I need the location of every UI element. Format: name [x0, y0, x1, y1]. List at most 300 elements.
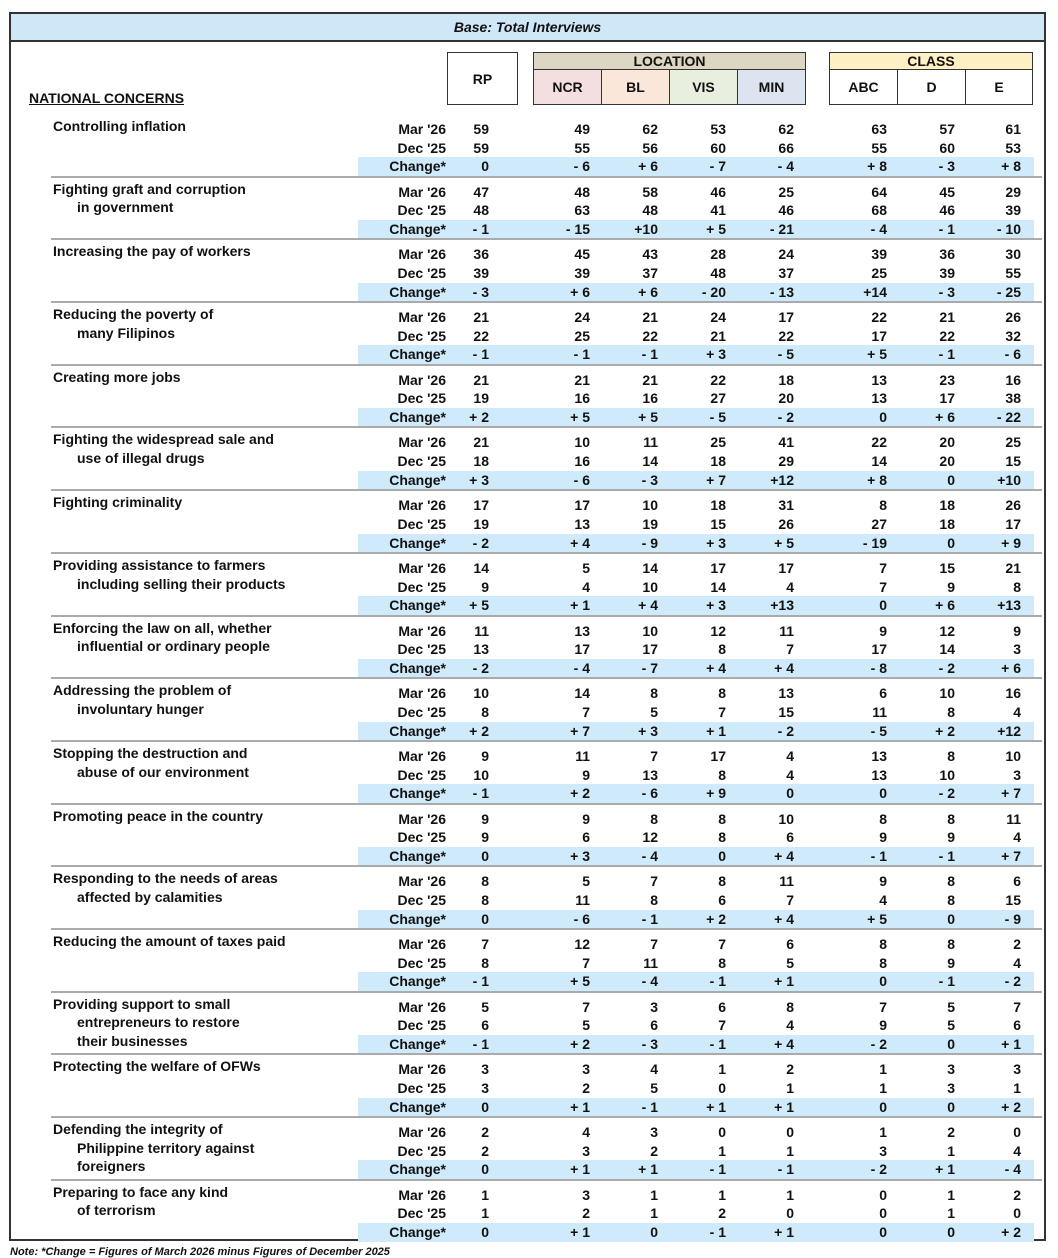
value-rp: 7	[481, 935, 489, 952]
value-min: - 5	[777, 346, 794, 363]
concern-label-line: Providing assistance to farmers	[53, 556, 266, 573]
location-group-header: LOCATION	[533, 52, 806, 70]
value-d: 0	[947, 1224, 955, 1241]
value-abc: + 8	[867, 471, 887, 488]
value-ncr: 16	[574, 453, 590, 470]
value-ncr: + 1	[570, 1098, 590, 1115]
period-label: Mar '26	[398, 873, 446, 890]
concern-label-line: Providing support to small	[53, 995, 231, 1012]
value-e: 17	[1005, 515, 1021, 532]
column-header-d: D	[897, 69, 966, 105]
period-label: Change*	[389, 221, 446, 238]
period-label: Dec '25	[397, 390, 446, 407]
value-vis: 21	[710, 327, 726, 344]
value-e: - 10	[996, 221, 1021, 238]
value-d: 5	[947, 1017, 955, 1034]
row-mar	[11, 371, 1044, 390]
value-ncr: 13	[574, 515, 590, 532]
value-rp: 2	[481, 1124, 489, 1140]
row-dec	[11, 766, 1044, 785]
value-d: - 2	[938, 659, 955, 676]
concern-label-line: Defending the integrity of	[53, 1121, 223, 1137]
value-d: - 2	[938, 785, 955, 802]
row-dec	[11, 201, 1044, 220]
row-dec	[11, 515, 1044, 534]
value-ncr: 63	[574, 202, 590, 219]
value-vis: 14	[710, 578, 726, 595]
period-label: Dec '25	[397, 703, 446, 720]
value-vis: 8	[718, 873, 726, 890]
value-d: - 1	[938, 221, 955, 238]
value-vis: 6	[718, 891, 726, 908]
value-e: 3	[1013, 641, 1021, 658]
value-rp: - 3	[472, 283, 489, 300]
value-vis: + 5	[706, 221, 726, 238]
period-label: Mar '26	[398, 183, 446, 200]
value-min: 62	[778, 121, 794, 137]
value-d: 15	[939, 559, 955, 576]
value-rp: + 2	[469, 409, 489, 426]
value-d: 36	[939, 246, 955, 263]
value-d: 3	[947, 1080, 955, 1096]
value-bl: 11	[643, 954, 658, 971]
row-mar	[11, 684, 1044, 703]
value-e: 61	[1005, 121, 1021, 137]
row-mar	[11, 747, 1044, 766]
value-d: 1	[947, 1205, 955, 1222]
value-e: 4	[1013, 954, 1021, 971]
value-e: 38	[1005, 390, 1021, 407]
value-min: +13	[770, 597, 794, 614]
concern-label-line: Philippine territory against	[77, 1139, 255, 1156]
period-label: Mar '26	[398, 246, 446, 263]
value-abc: 14	[871, 453, 887, 470]
value-vis: - 5	[709, 409, 726, 426]
value-e: 0	[1013, 1205, 1021, 1222]
row-change	[358, 722, 1034, 741]
value-min: - 21	[769, 221, 794, 238]
value-bl: 19	[642, 515, 658, 532]
value-ncr: + 1	[570, 597, 590, 614]
value-bl: + 4	[638, 597, 658, 614]
value-d: 18	[939, 515, 955, 532]
concerns-table-body	[11, 115, 1044, 1243]
value-abc: - 8	[870, 659, 887, 676]
value-abc: - 2	[870, 1161, 887, 1178]
value-vis: 0	[718, 1080, 726, 1096]
value-rp: 3	[481, 1061, 489, 1078]
value-vis: 18	[710, 453, 726, 470]
value-rp: 2	[481, 1142, 489, 1159]
row-change	[358, 1160, 1034, 1179]
value-rp: 0	[481, 910, 489, 927]
value-ncr: 21	[574, 371, 590, 388]
value-e: 53	[1005, 139, 1021, 156]
period-label: Mar '26	[398, 1061, 446, 1078]
value-min: 22	[778, 327, 794, 344]
value-vis: + 2	[706, 910, 726, 927]
value-d: 9	[947, 954, 955, 971]
value-rp: 59	[473, 139, 489, 156]
value-min: + 1	[774, 1098, 794, 1115]
row-change	[358, 471, 1034, 490]
value-min: 20	[778, 390, 794, 407]
period-label: Mar '26	[398, 371, 446, 388]
value-ncr: 5	[582, 873, 590, 890]
value-ncr: 9	[582, 810, 590, 827]
value-min: 26	[778, 515, 794, 532]
value-rp: 48	[473, 202, 489, 219]
row-mar	[11, 810, 1044, 829]
value-e: 6	[1013, 1017, 1021, 1034]
value-d: 18	[939, 497, 955, 514]
value-rp: 13	[473, 641, 489, 658]
value-ncr: + 6	[570, 283, 590, 300]
value-d: 5	[947, 998, 955, 1015]
value-ncr: 48	[574, 183, 590, 200]
row-dec	[11, 452, 1044, 471]
value-e: + 2	[1001, 1224, 1021, 1241]
concern-block	[11, 178, 1044, 241]
concern-label-line: many Filipinos	[77, 324, 176, 341]
concern-label-line: Responding to the needs of areas	[53, 870, 278, 887]
value-vis: - 1	[709, 1036, 726, 1053]
value-d: 20	[939, 434, 955, 451]
value-ncr: 24	[574, 309, 590, 326]
value-e: + 7	[1001, 847, 1021, 864]
value-bl: 4	[650, 1061, 658, 1078]
row-mar	[11, 998, 1044, 1017]
value-d: + 6	[935, 409, 955, 426]
value-rp: 3	[481, 1080, 489, 1096]
value-vis: 27	[710, 390, 726, 407]
base-label: Base: Total Interviews	[11, 14, 1044, 42]
value-ncr: 7	[582, 998, 590, 1015]
value-abc: 13	[871, 371, 887, 388]
value-e: + 2	[1001, 1098, 1021, 1115]
value-bl: + 3	[638, 722, 658, 739]
value-vis: 46	[710, 183, 726, 200]
value-e: +13	[997, 597, 1021, 614]
value-abc: 9	[879, 873, 887, 890]
row-change	[358, 910, 1034, 929]
value-abc: 4	[879, 891, 887, 908]
value-bl: 6	[650, 1017, 658, 1034]
value-vis: 41	[710, 202, 726, 219]
value-ncr: + 2	[570, 1036, 590, 1053]
period-label: Dec '25	[397, 515, 446, 532]
concern-block	[11, 115, 1044, 178]
row-change	[358, 1223, 1034, 1242]
value-min: 0	[786, 785, 794, 802]
value-ncr: + 1	[570, 1161, 590, 1178]
value-rp: 8	[481, 873, 489, 890]
value-bl: 48	[642, 202, 658, 219]
value-ncr: 25	[574, 327, 590, 344]
value-rp: 0	[481, 1161, 489, 1178]
value-bl: - 3	[641, 471, 658, 488]
value-bl: + 6	[638, 158, 658, 175]
period-label: Change*	[389, 1098, 446, 1115]
concern-block	[11, 993, 1044, 1056]
period-label: Change*	[389, 1224, 446, 1241]
value-rp: 21	[473, 371, 489, 388]
value-abc: - 2	[870, 1036, 887, 1053]
row-mar	[11, 559, 1044, 578]
row-change	[358, 659, 1034, 678]
value-e: 4	[1013, 829, 1021, 846]
value-abc: + 5	[867, 346, 887, 363]
value-ncr: 16	[574, 390, 590, 407]
value-rp: 9	[481, 829, 489, 846]
value-rp: - 2	[472, 534, 489, 551]
value-abc: 13	[871, 766, 887, 783]
value-e: 0	[1013, 1124, 1021, 1140]
row-mar	[11, 433, 1044, 452]
value-ncr: - 4	[573, 659, 590, 676]
value-abc: 64	[871, 183, 887, 200]
value-bl: 10	[642, 497, 658, 514]
value-ncr: 3	[582, 1186, 590, 1203]
column-header-abc: ABC	[829, 69, 898, 105]
value-min: 4	[786, 766, 794, 783]
value-abc: 9	[879, 622, 887, 639]
value-d: 46	[939, 202, 955, 219]
value-vis: 12	[710, 622, 726, 639]
value-vis: 7	[718, 935, 726, 952]
period-label: Change*	[389, 785, 446, 802]
period-label: Dec '25	[397, 829, 446, 846]
value-min: 17	[778, 309, 794, 326]
value-abc: 22	[871, 309, 887, 326]
value-abc: 13	[871, 747, 887, 764]
value-bl: 5	[650, 1080, 658, 1096]
value-rp: 6	[481, 1017, 489, 1034]
concern-label-line: Stopping the destruction and	[53, 744, 248, 761]
value-bl: - 9	[641, 534, 658, 551]
value-d: 0	[947, 1036, 955, 1053]
period-label: Change*	[389, 346, 446, 363]
row-dec	[11, 703, 1044, 722]
value-min: 6	[786, 829, 794, 846]
period-label: Dec '25	[397, 453, 446, 470]
value-e: 16	[1005, 371, 1021, 388]
value-rp: 22	[473, 327, 489, 344]
row-change	[358, 972, 1034, 991]
value-ncr: 2	[582, 1205, 590, 1222]
period-label: Dec '25	[397, 641, 446, 658]
value-vis: 1	[718, 1186, 726, 1203]
value-ncr: + 4	[570, 534, 590, 551]
value-bl: 17	[642, 641, 658, 658]
value-vis: 7	[718, 1017, 726, 1034]
value-abc: - 5	[870, 722, 887, 739]
value-min: 17	[778, 559, 794, 576]
period-label: Mar '26	[398, 747, 446, 764]
value-ncr: + 5	[570, 973, 590, 990]
value-min: 2	[786, 1061, 794, 1078]
concern-label-line: Preparing to face any kind	[53, 1183, 229, 1200]
value-rp: - 1	[472, 346, 489, 363]
value-e: 25	[1005, 434, 1021, 451]
value-abc: 0	[879, 1186, 887, 1203]
period-label: Change*	[389, 534, 446, 551]
value-abc: 0	[879, 973, 887, 990]
value-min: - 2	[777, 409, 794, 426]
value-abc: 13	[871, 390, 887, 407]
period-label: Change*	[389, 722, 446, 739]
value-min: + 1	[774, 1224, 794, 1241]
value-vis: 6	[718, 998, 726, 1015]
value-rp: 21	[473, 309, 489, 326]
value-vis: 8	[718, 685, 726, 702]
value-bl: 8	[650, 685, 658, 702]
value-bl: 7	[650, 747, 658, 764]
value-bl: - 6	[641, 785, 658, 802]
value-bl: 7	[650, 873, 658, 890]
period-label: Change*	[389, 847, 446, 864]
concern-label-line: Fighting criminality	[53, 494, 183, 511]
value-abc: 9	[879, 829, 887, 846]
row-change	[358, 784, 1034, 803]
value-e: + 9	[1001, 534, 1021, 551]
concern-block	[11, 867, 1044, 930]
value-d: 14	[939, 641, 955, 658]
value-e: 3	[1013, 766, 1021, 783]
concern-block	[11, 679, 1044, 742]
value-rp: - 1	[472, 1036, 489, 1053]
value-bl: 5	[650, 703, 658, 720]
value-min: 1	[786, 1186, 794, 1203]
value-d: - 1	[938, 847, 955, 864]
value-rp: 8	[481, 891, 489, 908]
value-vis: 1	[718, 1142, 726, 1159]
value-d: + 6	[935, 597, 955, 614]
value-abc: 25	[871, 265, 887, 282]
period-label: Dec '25	[397, 139, 446, 156]
concern-label-line: involuntary hunger	[77, 700, 204, 717]
value-min: 25	[778, 183, 794, 200]
value-abc: 8	[879, 497, 887, 514]
value-bl: +10	[634, 221, 658, 238]
row-dec	[11, 954, 1044, 973]
value-min: 7	[786, 891, 794, 908]
value-bl: 11	[643, 434, 658, 451]
value-min: - 4	[777, 158, 794, 175]
value-min: 13	[778, 685, 794, 702]
value-d: 2	[947, 1124, 955, 1140]
value-min: 15	[778, 703, 794, 720]
value-e: 11	[1006, 810, 1021, 827]
row-dec	[11, 139, 1044, 158]
value-min: 29	[778, 453, 794, 470]
value-min: 46	[778, 202, 794, 219]
value-e: 7	[1013, 998, 1021, 1015]
value-vis: 24	[710, 309, 726, 326]
concern-label-line: Creating more jobs	[53, 368, 181, 385]
value-bl: 0	[650, 1224, 658, 1241]
value-vis: 8	[718, 829, 726, 846]
value-min: 6	[786, 935, 794, 952]
period-label: Mar '26	[398, 1124, 446, 1140]
value-rp: 11	[474, 622, 489, 639]
value-rp: 0	[481, 158, 489, 175]
value-vis: 2	[718, 1205, 726, 1222]
value-abc: - 4	[870, 221, 887, 238]
row-dec	[11, 264, 1044, 283]
value-min: 18	[778, 371, 794, 388]
value-abc: 22	[871, 434, 887, 451]
concern-label-line: Reducing the poverty of	[53, 306, 214, 323]
value-rp: - 1	[472, 973, 489, 990]
value-ncr: - 6	[573, 910, 590, 927]
value-abc: 7	[879, 578, 887, 595]
value-d: 57	[939, 121, 955, 137]
value-bl: + 6	[638, 283, 658, 300]
value-ncr: 7	[582, 703, 590, 720]
value-min: 8	[786, 998, 794, 1015]
value-ncr: 4	[582, 1124, 590, 1140]
value-d: 12	[939, 622, 955, 639]
value-rp: 10	[473, 766, 489, 783]
period-label: Mar '26	[398, 497, 446, 514]
value-d: 8	[947, 935, 955, 952]
value-min: 10	[778, 810, 794, 827]
value-d: 0	[947, 471, 955, 488]
value-d: 3	[947, 1061, 955, 1078]
period-label: Dec '25	[397, 1205, 446, 1222]
value-abc: + 8	[867, 158, 887, 175]
value-d: 10	[939, 766, 955, 783]
value-vis: 7	[718, 703, 726, 720]
value-vis: 17	[710, 747, 726, 764]
value-d: 9	[947, 578, 955, 595]
period-label: Mar '26	[398, 935, 446, 952]
survey-table-frame	[9, 12, 1046, 1241]
concern-label-line: influential or ordinary people	[77, 638, 270, 655]
value-vis: - 1	[709, 1224, 726, 1241]
value-d: 8	[947, 810, 955, 827]
row-mar	[11, 245, 1044, 264]
value-e: - 22	[996, 409, 1021, 426]
value-rp: 18	[473, 453, 489, 470]
value-e: 9	[1013, 622, 1021, 639]
value-rp: 1	[481, 1186, 489, 1203]
value-ncr: + 3	[570, 847, 590, 864]
value-ncr: 45	[574, 246, 590, 263]
value-bl: 12	[642, 829, 658, 846]
value-min: 0	[786, 1205, 794, 1222]
value-d: 8	[947, 703, 955, 720]
value-bl: 3	[650, 998, 658, 1015]
value-ncr: 6	[582, 829, 590, 846]
value-d: 8	[947, 873, 955, 890]
value-e: 2	[1013, 1186, 1021, 1203]
value-bl: - 1	[641, 346, 658, 363]
value-ncr: 9	[582, 766, 590, 783]
concern-block	[11, 617, 1044, 680]
value-e: - 9	[1004, 910, 1021, 927]
value-ncr: 5	[582, 1017, 590, 1034]
value-d: 8	[947, 747, 955, 764]
concern-label-line: Fighting graft and corruption	[53, 180, 246, 197]
period-label: Dec '25	[397, 327, 446, 344]
value-min: + 4	[774, 847, 794, 864]
value-bl: + 5	[638, 409, 658, 426]
concern-block	[11, 805, 1044, 868]
row-change	[358, 596, 1034, 615]
value-ncr: 14	[574, 685, 590, 702]
